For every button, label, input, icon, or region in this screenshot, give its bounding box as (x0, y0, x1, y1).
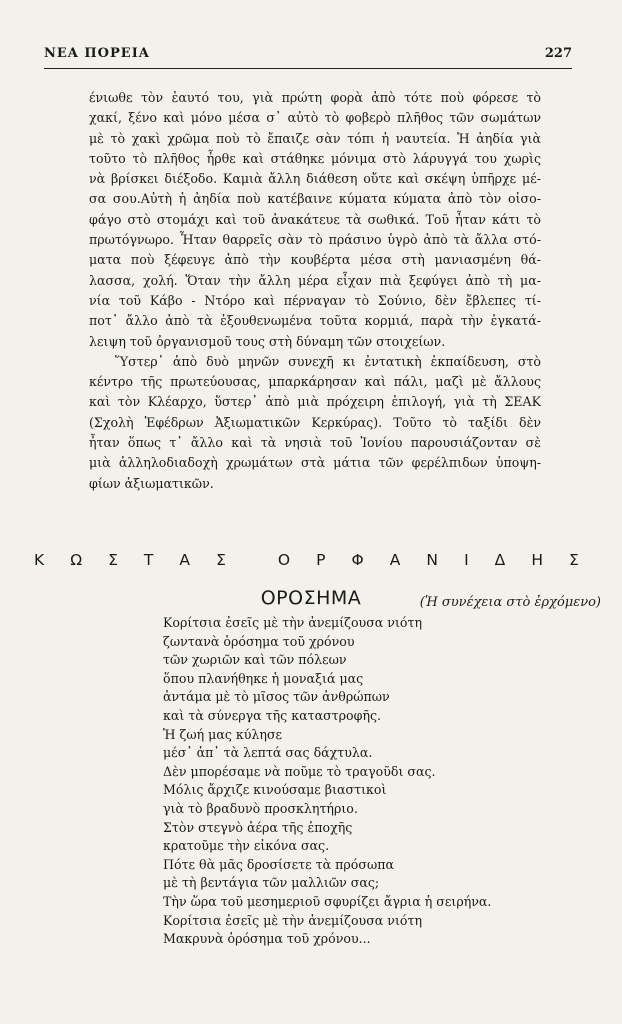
author-letter: Τ (143, 551, 154, 569)
page-number: 227 (544, 46, 572, 61)
poem-line: ἀντάμα μὲ τὸ μῖσος τῶν ἀνθρώπων (163, 689, 390, 705)
author-letter: Κ (34, 551, 45, 569)
poem-line: Μόλις ἄρχιζε κινούσαμε βιαστικοὶ (163, 782, 387, 798)
author-letter: Η (531, 551, 543, 569)
author-letter: Ι (464, 551, 469, 569)
prose-line: φίων ἀξιωματικῶν. (89, 475, 214, 491)
poem-line: Τὴν ὥρα τοῦ μεσημεριοῦ σφυρίζει ἄγρια ἡ σειρήνα. (163, 893, 492, 909)
poem-line: Μακρυνὰ ὁρόσημα τοῦ χρόνου... (163, 931, 371, 947)
poem-line: μὲ τὴ βεντάγια τῶν μαλλιῶν σας; (163, 875, 380, 891)
prose-line: χακί, ξένο καὶ μόνο μέσα σ᾽ αὐτὸ τὸ φοβερὸ πλῆθος τῶν σωμάτων (89, 110, 541, 126)
poem-line: γιὰ τὸ βραδυνὸ προσκλητήριο. (163, 800, 358, 816)
author-letter: Σ (569, 551, 579, 569)
prose-line: ἦταν ὅπως τ᾽ ἄλλο καὶ τὰ νησιὰ τοῦ Ἰονίου παρουσιάζονταν σὲ (89, 435, 541, 451)
author-letter: Σ (216, 551, 226, 569)
poem-line: κρατοῦμε τὴν εἰκόνα σας. (163, 838, 330, 854)
author-letter: Α (179, 551, 191, 569)
prose-line: σα σου.Αὐτὴ ἡ ἀηδία ποὺ κατέβαινε κύματα κύματα ἀπὸ τὸν οἰσο- (89, 191, 541, 207)
prose-line: νία τοῦ Κάβο - Ντόρο καὶ πέρναγαν τὸ Σούνιο, δὲν ἔβλεπες τί- (89, 292, 541, 308)
paragraph (89, 88, 541, 352)
prose-line: ποτ᾽ ἄλλο ἀπὸ τὰ ἐξουθενωμένα τοῦτα κορμιά, παρὰ τὴν ἐγκατά- (89, 313, 541, 329)
poem-body (163, 614, 553, 949)
poem-line: Δὲν μπορέσαμε νὰ ποῦμε τὸ τραγοῦδι σας. (163, 763, 436, 779)
poem-line: Ἡ ζωή μας κύλησε (163, 726, 283, 742)
poem-line: τῶν χωριῶν καὶ τῶν πόλεων (163, 652, 347, 668)
prose-line: (Σχολὴ Ἐφέδρων Ἀξιωματικῶν Κερκύρας). Τοῦτο τὸ ταξίδι δὲν (89, 414, 541, 430)
author-letter: Ρ (316, 551, 326, 569)
prose-line: φάγο στὸ στομάχι καὶ τοῦ ἀνακάτευε τὰ σωθικά. Τοῦ ἦταν κάτι τὸ (89, 211, 541, 227)
poem-title: ΟΡΟΣΗΜΑ (260, 587, 362, 609)
author-letter: Σ (108, 551, 118, 569)
poem-line: μέσ᾽ ἀπ᾽ τὰ λεπτά σας δάχτυλα. (163, 745, 373, 761)
prose-line: ένιωθε τὸν ἑαυτό του, γιὰ πρώτη φορὰ ἀπὸ τότε ποὺ φόρεσε τὸ (89, 90, 541, 105)
author-letter: Φ (351, 551, 364, 569)
prose-line: πρωτόγνωρο. Ἦταν θαρρεῖς σὰν τὸ πράσινο ὑγρὸ ἀπὸ τὰ ἄλλα στό- (89, 232, 541, 248)
prose-line: καὶ τὸν Κλέαρχο, ὕστερ᾽ ἀπὸ μιὰ πρόχειρη ἐπιλογή, γιὰ τὴ ΣΕΑΚ (89, 394, 541, 410)
author-letter: Δ (494, 551, 506, 569)
author-letter: Ο (277, 551, 291, 569)
prose-line: μὲ τὸ χακὶ χρῶμα ποὺ τὸ ἔπαιζε σὰν τόπι ἡ ναυτεία. Ἡ ἀηδία γιὰ (89, 130, 541, 146)
continued-note: (Ἡ συνέχεια στὸ ἐρχόμενο) (419, 595, 601, 610)
prose-line: Ὕστερ᾽ ἀπὸ δυὸ μηνῶν συνεχῆ κι ἐντατικὴ ἐκπαίδευση, στὸ (115, 353, 541, 369)
paragraph (89, 352, 541, 494)
author-letter: Α (389, 551, 401, 569)
poem-line: καὶ τὰ σύνεργα τῆς καταστροφῆς. (163, 707, 382, 723)
prose-line: λασσα, χολή. Ὅταν τὴν ἄλλη μέρα εἶχαν πιὰ ξεφύγει ἀπὸ τὴ μα- (89, 272, 541, 288)
poem-line: ζωντανὰ ὁρόσημα τοῦ χρόνου (163, 633, 355, 649)
page-header (44, 42, 572, 69)
prose-line: νὰ βρίσκει διέξοδο. Καμιὰ ἄλλη διάθεση οὔτε καὶ σκέψη ὑπῆρχε μέ- (89, 171, 541, 187)
poem-line: Πότε θὰ μᾶς δροσίσετε τὰ πρόσωπα (163, 856, 394, 872)
journal-title: ΝΕΑ ΠΟΡΕΙΑ (44, 46, 150, 61)
poem-line: Στὸν στεγνὸ ἀέρα τῆς ἐποχῆς (163, 819, 353, 835)
prose-line: κέντρο τῆς πρωτεύουσας, μπαρκάρησαν καὶ πάλι, μαζὶ μὲ ἄλλους (89, 374, 541, 390)
poem-author (34, 551, 579, 569)
author-letter: Ν (426, 551, 439, 569)
poem-line: ὅπου πλανήθηκε ἡ μοναξιά μας (163, 670, 364, 686)
prose-line: ματα ποὺ ξέφευγε ἀπὸ τὴν κουβέρτα μέσα στὴ μανιασμένη θά- (89, 252, 541, 268)
poem-line: Κορίτσια ἐσεῖς μὲ τὴν ἀνεμίζουσα νιότη (163, 912, 422, 928)
poem-line: Κορίτσια ἐσεῖς μὲ τὴν ἀνεμίζουσα νιότη (163, 615, 422, 630)
prose-line: λειψη τοῦ ὀργανισμοῦ τους στὴ δύναμη τῶν στοιχείων. (89, 333, 446, 349)
prose-line: μιὰ ἀλληλοδιαδοχὴ χρωμάτων στὰ μάτια τῶν φερέλπιδων ὑποψη- (89, 455, 541, 471)
author-letter: Ω (70, 551, 83, 569)
prose-line: τοῦτο τὸ πλῆθος ἦρθε καὶ στάθηκε μόνιμα στὸ λάρυγγά του χωρὶς (89, 150, 541, 166)
